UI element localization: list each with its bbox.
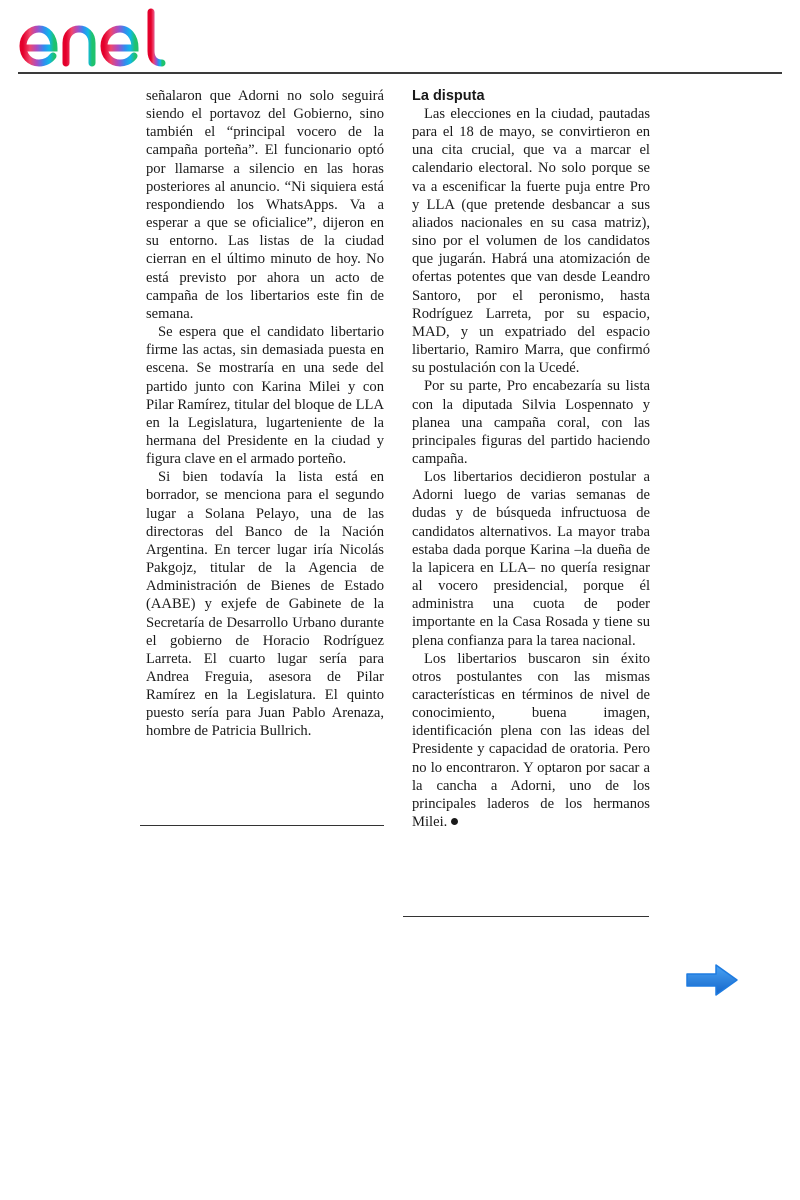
paragraph: señalaron que Adorni no solo seguirá siendo el portavoz del Gobierno, sino también el “principal vocero de la campaña porteña”. El funcionario optó por llamarse a silencio en las horas posteriores al anuncio. “Ni siquiera está respondiendo los WhatsApps. Va a esperar a que se oficialice”, dijeron en su entorno. Las listas de la ciudad cierran en el último minuto de hoy. No está previsto por ahora un acto de campaña de los libertarios este fin de semana. (146, 88, 384, 322)
end-of-article-bullet (451, 818, 458, 825)
paragraph-text: Los libertarios buscaron sin éxito otros postulantes con las mismas características en términos de nivel de conocimiento, buena imagen, identificación plena con las ideas del Presidente y capacidad de oratoria. Pero no lo encontraron. Y optaron por sacar a la cancha a Adorni, uno de los principales laderos de los hermanos Milei. (412, 650, 650, 831)
article-column-right (412, 87, 650, 831)
column-end-rule (140, 825, 384, 826)
paragraph-last (412, 650, 650, 832)
header-rule (18, 72, 782, 74)
paragraph: Las elecciones en la ciudad, pautadas para el 18 de mayo, se convirtieron en una cita crucial, que va a marcar el calendario electoral. No solo porque se va a escenificar la fuerte puja entre Pro y LLA (que pretende desbancar a sus aliados nacionales en su casa matriz), sino por el volumen de los candidatos que jugarán. Habrá una atomización de ofertas potentes que van desde Leandro Santoro, por el peronismo, hasta Rodríguez Larreta, por su espacio, MAD, y un expatriado del espacio libertario, Ramiro Marra, que confirmó su postulación con la Ucedé. (412, 106, 650, 377)
enel-logo (14, 6, 184, 68)
paragraph: Por su parte, Pro encabezaría su lista con la diputada Silvia Lospennato y planea una campaña coral, con las principales figuras del partido haciendo campaña. (412, 378, 650, 467)
section-subhead: La disputa (412, 88, 485, 104)
paragraph: Se espera que el candidato libertario firme las actas, sin demasiada puesta en escena. Se mostraría en una sede del partido junto con Karina Milei y con Pilar Ramírez, titular del bloque de LLA en la Legislatura, lugarteniente de la hermana del Presidente en la ciudad y figura clave en el armado porteño. (146, 324, 384, 468)
paragraph: Si bien todavía la lista está en borrador, se menciona para el segundo lugar a Solana Pelayo, una de las directoras del Banco de la Nación Argentina. En tercer lugar iría Nicolás Pakgojz, titular de la Agencia de Administración de Bienes de Estado (AABE) y exjefe de Gabinete de la Secretaría de Desarrollo Urbano durante el gobierno de Horacio Rodríguez Larreta. El cuarto lugar sería para Andrea Freguia, asesora de Pilar Ramírez en la Legislatura. El quinto puesto sería para Juan Pablo Arenaza, hombre de Patricia Bullrich. (146, 469, 384, 740)
arrow-right-icon[interactable] (684, 962, 740, 998)
article-column-left (146, 87, 384, 741)
paragraph: Los libertarios decidieron postular a Adorni luego de varias semanas de dudas y de búsqueda infructuosa de candidatos alternativos. La mayor traba estaba dada porque Karina –la dueña de la lapicera en LLA– no quería resignar al vocero presidencial, porque él administra una cuota de poder importante en la Casa Rosada y tiene su plena confianza para la tarea nacional. (412, 469, 650, 649)
article-end-rule (403, 916, 649, 917)
